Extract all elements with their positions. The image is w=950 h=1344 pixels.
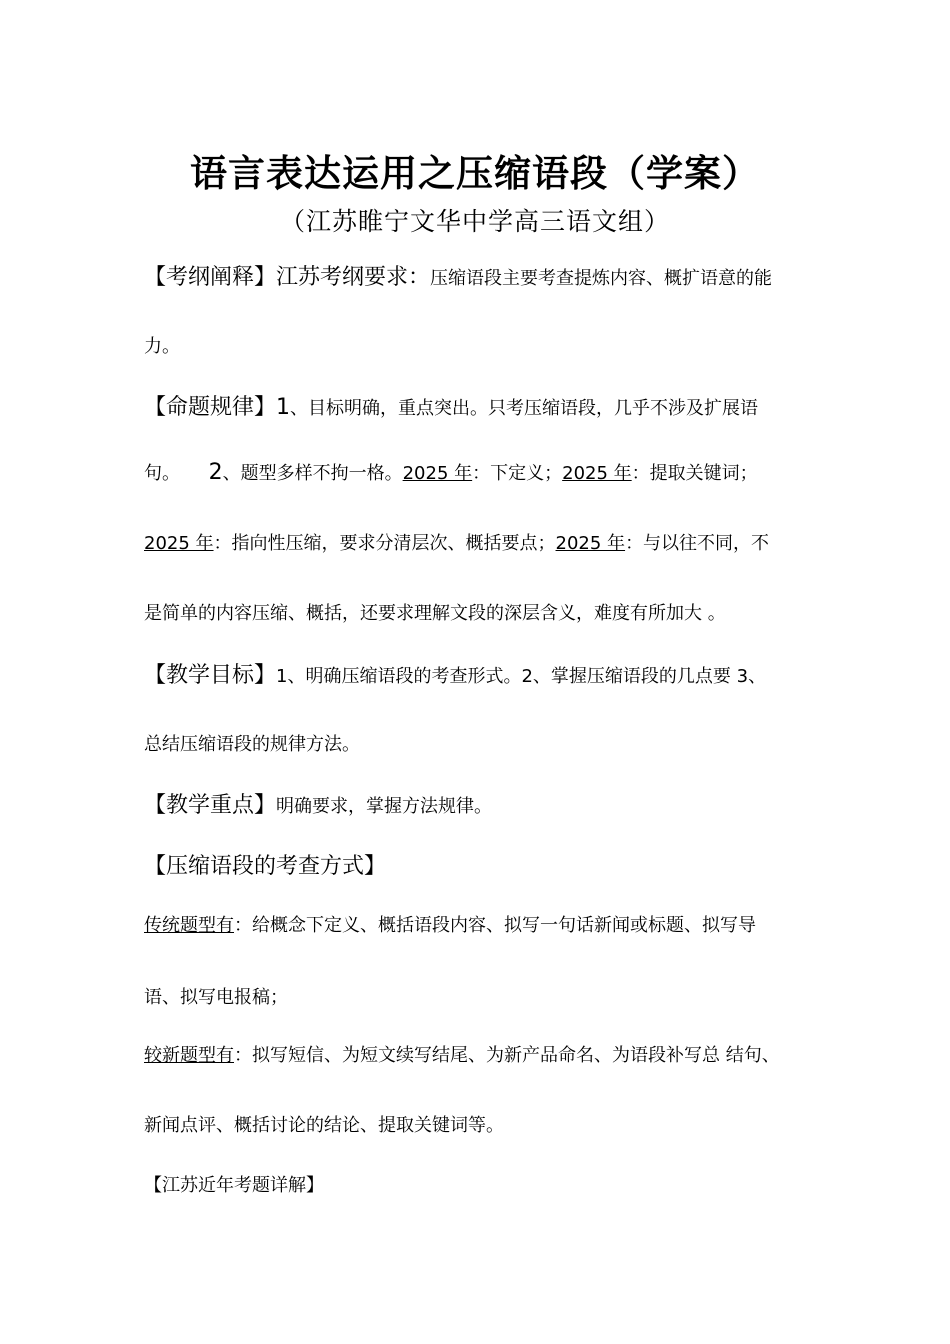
mingti-paragraph-line4 xyxy=(144,599,824,625)
mubiao-text: 1、明确压缩语段的考查形式。2、掌握压缩语段的几点要 3、 xyxy=(276,666,767,687)
mingti-heading: 【命题规律】 xyxy=(144,395,277,420)
mingti-line2-c: 、题型多样不拘一格。 xyxy=(222,463,403,484)
chuantong-text-cont: 语、拟写电报稿； xyxy=(144,987,288,1008)
mingti-paragraph-line1 xyxy=(144,390,824,421)
mingti-line4: 是简单的内容压缩、概括，还要求理解文段的深层含义，难度有所加大 。 xyxy=(144,603,726,624)
kaogang-lead: 江苏考纲要求： xyxy=(276,265,431,290)
kaogang-paragraph-line1 xyxy=(144,260,824,291)
jiaoxin-label: 较新题型有 xyxy=(144,1045,234,1066)
jiangsu-heading-line xyxy=(144,1171,824,1197)
fangshi-heading-line xyxy=(144,849,824,880)
mingti-line3-b: ：与以往不同，不 xyxy=(625,533,770,554)
jiaoxin-text: ：拟写短信、为短文续写结尾、为新产品命名、为语段补写总 结句、 xyxy=(234,1045,780,1066)
chuantong-label: 传统题型有 xyxy=(144,915,234,936)
kaogang-text: 压缩语段主要考查提炼内容、概扩语意的能 xyxy=(430,268,773,289)
jiaoxin-text-cont: 新闻点评、概括讨论的结论、提取关键词等。 xyxy=(144,1115,504,1136)
kaogang-paragraph-line2 xyxy=(144,332,824,358)
zhongdian-paragraph xyxy=(144,788,824,819)
kaogang-heading: 【考纲阐释】 xyxy=(144,265,277,290)
fangshi-heading: 【压缩语段的考查方式】 xyxy=(144,854,387,879)
year-label-2: 2025 年 xyxy=(562,463,632,484)
document-title: 语言表达运用之压缩语段（学案） xyxy=(190,152,760,195)
kaogang-text-cont: 力。 xyxy=(144,336,180,357)
zhongdian-heading: 【教学重点】 xyxy=(144,793,277,818)
jiaoxin-paragraph-line2 xyxy=(144,1111,824,1137)
mubiao-text-cont: 总结压缩语段的规律方法。 xyxy=(144,734,360,755)
year-label-3: 2025 年 xyxy=(144,533,214,554)
chuantong-paragraph-line2 xyxy=(144,983,824,1009)
chuantong-text: ：给概念下定义、概括语段内容、拟写一句话新闻或标题、拟写导 xyxy=(234,915,756,936)
mingti-lead-number: 1 xyxy=(276,395,291,420)
mingti-line3-a: ：指向性压缩，要求分清层次、概括要点； xyxy=(213,533,556,554)
mingti-line2-a: 句。 xyxy=(144,463,180,484)
mubiao-paragraph-line1 xyxy=(144,658,824,689)
jiangsu-heading: 【江苏近年考题详解】 xyxy=(144,1175,324,1196)
document-subtitle: （江苏睢宁文华中学高三语文组） xyxy=(279,207,670,236)
mingti-line2-e: ：提取关键词； xyxy=(631,463,758,484)
year-label-1: 2025 年 xyxy=(402,463,473,484)
mingti-text: 、目标明确，重点突出。只考压缩语段，几乎不涉及扩展语 xyxy=(290,398,759,419)
mubiao-paragraph-line2 xyxy=(144,730,824,756)
mingti-line2-d: ：下定义； xyxy=(472,463,563,484)
mubiao-heading: 【教学目标】 xyxy=(144,663,277,688)
mingti-line2-number: 2 xyxy=(208,460,223,485)
mingti-paragraph-line2 xyxy=(144,459,824,485)
jiaoxin-paragraph-line1 xyxy=(144,1041,824,1067)
mingti-paragraph-line3 xyxy=(144,529,824,555)
zhongdian-text: 明确要求，掌握方法规律。 xyxy=(276,796,493,817)
year-label-4: 2025 年 xyxy=(555,533,626,554)
chuantong-paragraph-line1 xyxy=(144,911,824,937)
